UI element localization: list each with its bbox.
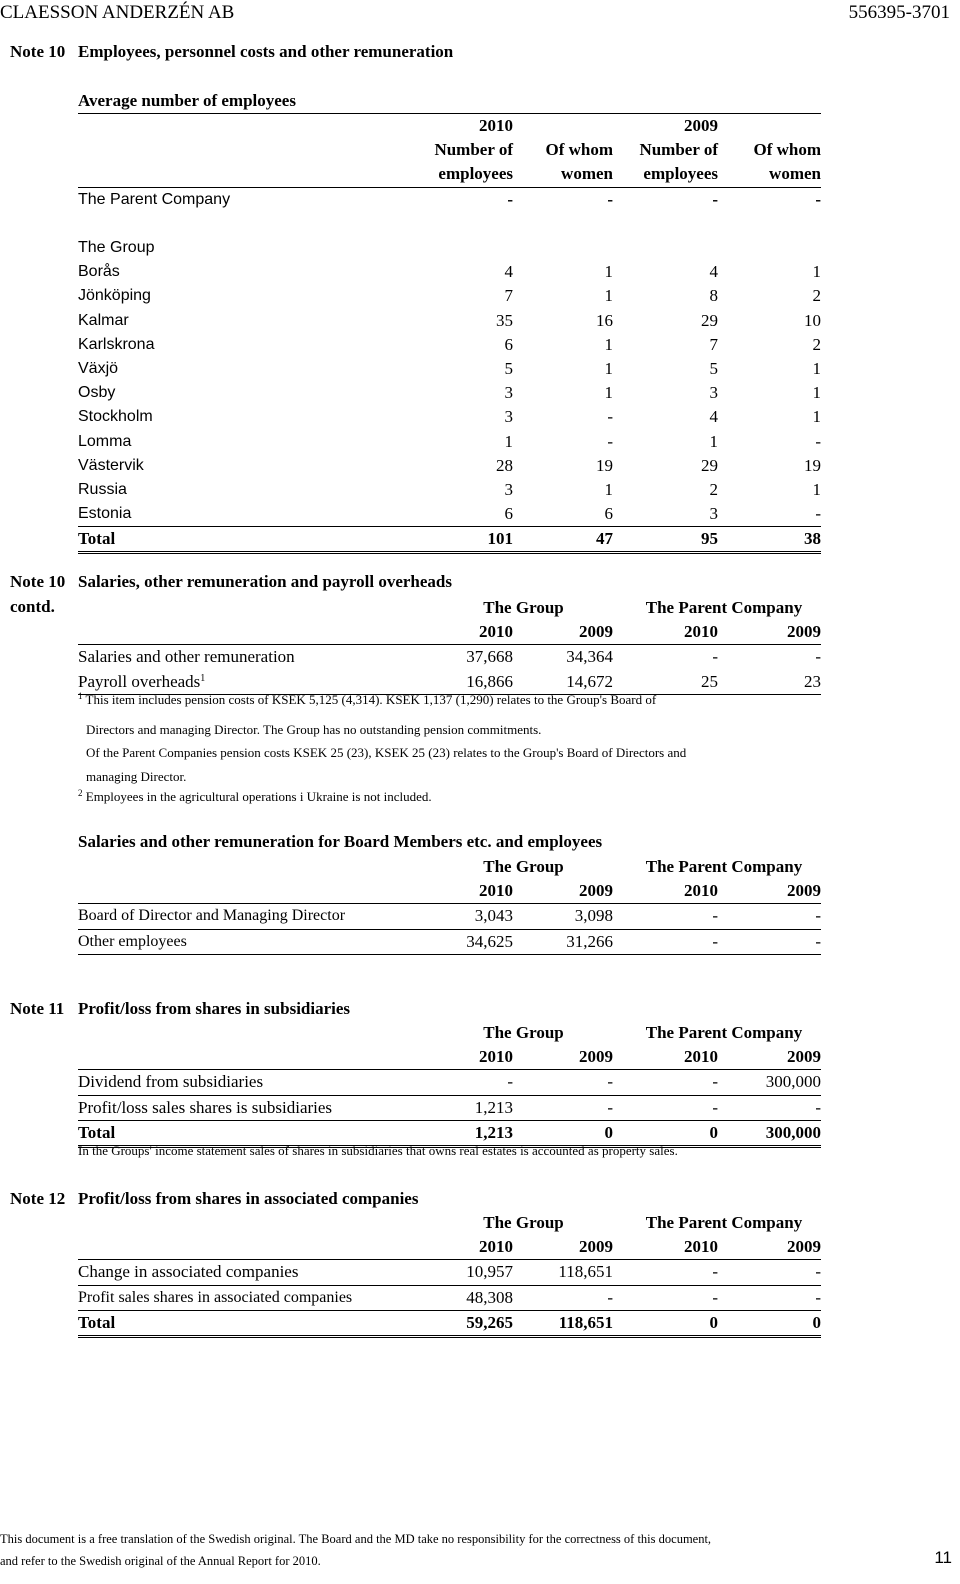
cell: 3 bbox=[504, 479, 513, 499]
cell: 3 bbox=[504, 407, 513, 427]
table-row bbox=[78, 1285, 821, 1310]
table-row bbox=[78, 405, 821, 429]
note12-title: Profit/loss from shares in associated companies bbox=[78, 1189, 419, 1208]
cell: 5 bbox=[504, 358, 513, 378]
cell: 3,098 bbox=[513, 904, 613, 929]
cell: - bbox=[418, 1070, 513, 1095]
footnote-text: This item includes pension costs of KSEK 5,125 (4,314). KSEK 1,137 (1,290) relates to the Group's Board of bbox=[85, 692, 657, 707]
cell: 300,000 bbox=[718, 1070, 821, 1095]
row-label: Change in associated companies bbox=[78, 1260, 418, 1285]
cell: 29 bbox=[701, 455, 718, 475]
row-label: Borås bbox=[78, 263, 120, 281]
cell: 28 bbox=[496, 455, 513, 475]
col-head: women bbox=[513, 162, 613, 187]
note11-table bbox=[78, 1021, 821, 1148]
table-row bbox=[78, 904, 821, 929]
cell: - bbox=[613, 1285, 718, 1310]
row-label: Kalmar bbox=[78, 311, 129, 329]
total-row bbox=[78, 1310, 821, 1336]
note11-remark: In the Groups' income statement sales of shares in subsidiaries that owns real estates is accounted as property sales. bbox=[78, 1143, 678, 1158]
note10-label: Note 10 bbox=[10, 42, 66, 61]
cell: 3 bbox=[504, 383, 513, 403]
note10b-contd: contd. bbox=[10, 597, 55, 616]
table-row bbox=[78, 454, 821, 478]
cell: 47 bbox=[513, 527, 613, 553]
cell: 1 bbox=[604, 358, 613, 378]
year-header: 2009 bbox=[718, 1045, 821, 1070]
year-header: 2010 bbox=[613, 1235, 718, 1260]
cell: 101 bbox=[418, 527, 513, 553]
cell: 23 bbox=[718, 670, 821, 695]
note10-title: Employees, personnel costs and other remuneration bbox=[78, 42, 454, 61]
year-header: 2010 bbox=[613, 879, 718, 904]
col-head: Of whom bbox=[545, 140, 613, 160]
col-head: Number of bbox=[434, 140, 513, 160]
cell: 1,213 bbox=[418, 1095, 513, 1120]
note12-table bbox=[78, 1211, 821, 1338]
cell: - bbox=[815, 431, 821, 451]
page-number: 11 bbox=[934, 1548, 952, 1567]
cell: - bbox=[613, 1260, 718, 1285]
cell: 2 bbox=[812, 286, 821, 306]
footnote-1-line2: Directors and managing Director. The Group has no outstanding pension commitments. bbox=[86, 722, 542, 737]
group-header: The Group bbox=[483, 598, 564, 618]
cell: 300,000 bbox=[718, 1120, 821, 1146]
table-row bbox=[78, 260, 821, 284]
col-head: employees bbox=[613, 162, 718, 187]
year-header: 2010 bbox=[418, 620, 513, 645]
cell: 1 bbox=[604, 262, 613, 282]
cell: 19 bbox=[596, 455, 613, 475]
row-label: Salaries and other remuneration bbox=[78, 647, 295, 667]
row-label: Lomma bbox=[78, 432, 132, 450]
cell: 1 bbox=[812, 383, 821, 403]
table-row bbox=[78, 333, 821, 357]
cell: 34,625 bbox=[418, 929, 513, 954]
cell: 34,364 bbox=[566, 647, 613, 667]
cell: - bbox=[718, 1285, 821, 1310]
cell: 0 bbox=[513, 1120, 613, 1146]
cell: 10 bbox=[804, 310, 821, 330]
year-2009: 2009 bbox=[613, 114, 718, 139]
table-row bbox=[78, 284, 821, 308]
cell: 6 bbox=[504, 334, 513, 354]
cell: - bbox=[607, 431, 613, 451]
year-2010: 2010 bbox=[418, 114, 513, 139]
table-row bbox=[78, 670, 821, 695]
cell: - bbox=[613, 1095, 718, 1120]
cell: 16 bbox=[596, 310, 613, 330]
row-label: Estonia bbox=[78, 505, 132, 523]
row-label: Stockholm bbox=[78, 408, 153, 426]
salaries-table bbox=[78, 596, 821, 695]
year-header: 2010 bbox=[613, 620, 718, 645]
cell: 14,672 bbox=[513, 670, 613, 695]
cell: - bbox=[815, 504, 821, 524]
cell: - bbox=[513, 1070, 613, 1095]
cell: 1 bbox=[812, 479, 821, 499]
year-header: 2009 bbox=[513, 1045, 613, 1070]
group-header: The Group bbox=[483, 857, 564, 877]
col-head: Of whom bbox=[753, 140, 821, 160]
parent-header: The Parent Company bbox=[645, 1213, 803, 1233]
row-label: Other employees bbox=[78, 929, 418, 954]
footnote-text: Employees in the agricultural operations i Ukraine is not included. bbox=[85, 789, 432, 804]
row-label: Växjö bbox=[78, 359, 119, 377]
parent-header: The Parent Company bbox=[645, 857, 803, 877]
cell: 1 bbox=[812, 407, 821, 427]
cell: - bbox=[718, 904, 821, 929]
group-header: The Group bbox=[483, 1023, 564, 1043]
cell: 8 bbox=[709, 286, 718, 306]
cell: 10,957 bbox=[418, 1260, 513, 1285]
table-row bbox=[78, 309, 821, 333]
cell: 1 bbox=[812, 358, 821, 378]
cell: - bbox=[718, 1260, 821, 1285]
board-table bbox=[78, 855, 821, 955]
footer-line-2: and refer to the Swedish original of the Annual Report for 2010. bbox=[0, 1554, 321, 1568]
cell: 4 bbox=[709, 262, 718, 282]
col-head: women bbox=[718, 162, 821, 187]
cell: 48,308 bbox=[418, 1285, 513, 1310]
table-row bbox=[78, 1260, 821, 1285]
cell: - bbox=[607, 189, 613, 209]
row-label: Total bbox=[78, 1310, 418, 1336]
cell: 1 bbox=[604, 334, 613, 354]
year-header: 2009 bbox=[513, 879, 613, 904]
table-row bbox=[78, 478, 821, 502]
cell: 4 bbox=[504, 262, 513, 282]
year-header: 2010 bbox=[418, 1235, 513, 1260]
cell: 31,266 bbox=[513, 929, 613, 954]
footnote-mark: 1 bbox=[78, 691, 83, 701]
cell: 6 bbox=[504, 504, 513, 524]
cell: - bbox=[613, 929, 718, 954]
cell: - bbox=[607, 407, 613, 427]
org-number: 556395-3701 bbox=[848, 2, 950, 23]
row-label: Profit sales shares in associated companies bbox=[78, 1285, 418, 1310]
cell: 37,668 bbox=[466, 647, 513, 667]
year-header: 2009 bbox=[718, 1235, 821, 1260]
cell: 16,866 bbox=[418, 670, 513, 695]
cell: 1,213 bbox=[418, 1120, 513, 1146]
cell: 95 bbox=[613, 527, 718, 553]
table-row bbox=[78, 929, 821, 954]
cell: 1 bbox=[709, 431, 718, 451]
cell: - bbox=[815, 189, 821, 209]
table-row bbox=[78, 1070, 821, 1095]
cell: 25 bbox=[613, 670, 718, 695]
cell: - bbox=[712, 189, 718, 209]
row-label: Osby bbox=[78, 384, 116, 402]
cell: 4 bbox=[709, 407, 718, 427]
footer-line-1: This document is a free translation of the Swedish original. The Board and the MD take no responsibility for the correctness of this document, bbox=[0, 1532, 712, 1546]
company-name: CLAESSON ANDERZÉN AB bbox=[0, 2, 235, 23]
row-label: Total bbox=[78, 1120, 418, 1146]
year-header: 2009 bbox=[718, 620, 821, 645]
cell: - bbox=[513, 1095, 613, 1120]
row-label: Västervik bbox=[78, 456, 144, 474]
cell: - bbox=[815, 647, 821, 667]
year-header: 2009 bbox=[718, 879, 821, 904]
cell: 7 bbox=[709, 334, 718, 354]
cell: 2 bbox=[812, 334, 821, 354]
footnote-1-line4: managing Director. bbox=[86, 769, 187, 784]
parent-header: The Parent Company bbox=[645, 1023, 803, 1043]
cell: - bbox=[613, 1070, 718, 1095]
note10b-label: Note 10 bbox=[10, 572, 66, 591]
note10b-title: Salaries, other remuneration and payroll overheads bbox=[78, 572, 452, 591]
cell: 59,265 bbox=[418, 1310, 513, 1336]
cell: 1 bbox=[812, 262, 821, 282]
cell: - bbox=[718, 1095, 821, 1120]
cell: 118,651 bbox=[513, 1260, 613, 1285]
footnote-1-line3: Of the Parent Companies pension costs KSEK 25 (23), KSEK 25 (23) relates to the Group's Board of Directors and bbox=[86, 745, 687, 760]
table-row bbox=[78, 357, 821, 381]
footnote-2 bbox=[78, 789, 432, 805]
cell: 19 bbox=[804, 455, 821, 475]
row-label: Karlskrona bbox=[78, 335, 155, 353]
cell: 5 bbox=[709, 358, 718, 378]
note11-title: Profit/loss from shares in subsidiaries bbox=[78, 999, 351, 1018]
cell: 6 bbox=[604, 504, 613, 524]
cell: - bbox=[718, 929, 821, 954]
cell: 0 bbox=[613, 1310, 718, 1336]
employees-table bbox=[78, 113, 821, 554]
footnote-1 bbox=[78, 692, 656, 708]
cell: 1 bbox=[604, 479, 613, 499]
avg-employees-title: Average number of employees bbox=[78, 91, 296, 110]
board-title: Salaries and other remuneration for Board Members etc. and employees bbox=[78, 832, 603, 851]
note11-label: Note 11 bbox=[10, 999, 65, 1018]
year-header: 2009 bbox=[513, 620, 613, 645]
cell: - bbox=[613, 904, 718, 929]
col-head: employees bbox=[418, 162, 513, 187]
cell: 3 bbox=[709, 383, 718, 403]
footnote-ref: 1 bbox=[200, 672, 206, 684]
row-label: Profit/loss sales shares is subsidiaries bbox=[78, 1095, 418, 1120]
total-row bbox=[78, 527, 821, 553]
cell: 3 bbox=[709, 504, 718, 524]
year-header: 2009 bbox=[513, 1235, 613, 1260]
cell: 2 bbox=[709, 479, 718, 499]
cell: 0 bbox=[613, 1120, 718, 1146]
row-label: Total bbox=[78, 527, 418, 553]
cell: 35 bbox=[496, 310, 513, 330]
cell: 3,043 bbox=[418, 904, 513, 929]
year-header: 2010 bbox=[613, 1045, 718, 1070]
cell: 1 bbox=[604, 286, 613, 306]
note12-label: Note 12 bbox=[10, 1189, 66, 1208]
group-label: The Group bbox=[78, 239, 155, 257]
year-header: 2010 bbox=[418, 879, 513, 904]
cell: - bbox=[712, 647, 718, 667]
row-label: Board of Director and Managing Director bbox=[78, 904, 418, 929]
cell: 38 bbox=[718, 527, 821, 553]
col-head: Number of bbox=[639, 140, 718, 160]
row-label: Jönköping bbox=[78, 287, 151, 305]
cell: 1 bbox=[504, 431, 513, 451]
parent-header: The Parent Company bbox=[645, 598, 803, 618]
row-label: Dividend from subsidiaries bbox=[78, 1070, 418, 1095]
row-label: Russia bbox=[78, 480, 127, 498]
table-row bbox=[78, 502, 821, 527]
cell: - bbox=[513, 1285, 613, 1310]
cell: 1 bbox=[604, 383, 613, 403]
table-row bbox=[78, 1095, 821, 1120]
row-label: Payroll overheads bbox=[78, 671, 201, 691]
cell: 7 bbox=[504, 286, 513, 306]
table-row bbox=[78, 645, 821, 670]
cell: 0 bbox=[718, 1310, 821, 1336]
row-label: The Parent Company bbox=[78, 190, 231, 208]
group-header: The Group bbox=[483, 1213, 564, 1233]
footnote-mark: 2 bbox=[78, 788, 83, 798]
cell: - bbox=[507, 189, 513, 209]
cell: 29 bbox=[701, 310, 718, 330]
table-row bbox=[78, 429, 821, 453]
table-row bbox=[78, 381, 821, 405]
table-row bbox=[78, 187, 821, 212]
cell: 118,651 bbox=[513, 1310, 613, 1336]
year-header: 2010 bbox=[418, 1045, 513, 1070]
